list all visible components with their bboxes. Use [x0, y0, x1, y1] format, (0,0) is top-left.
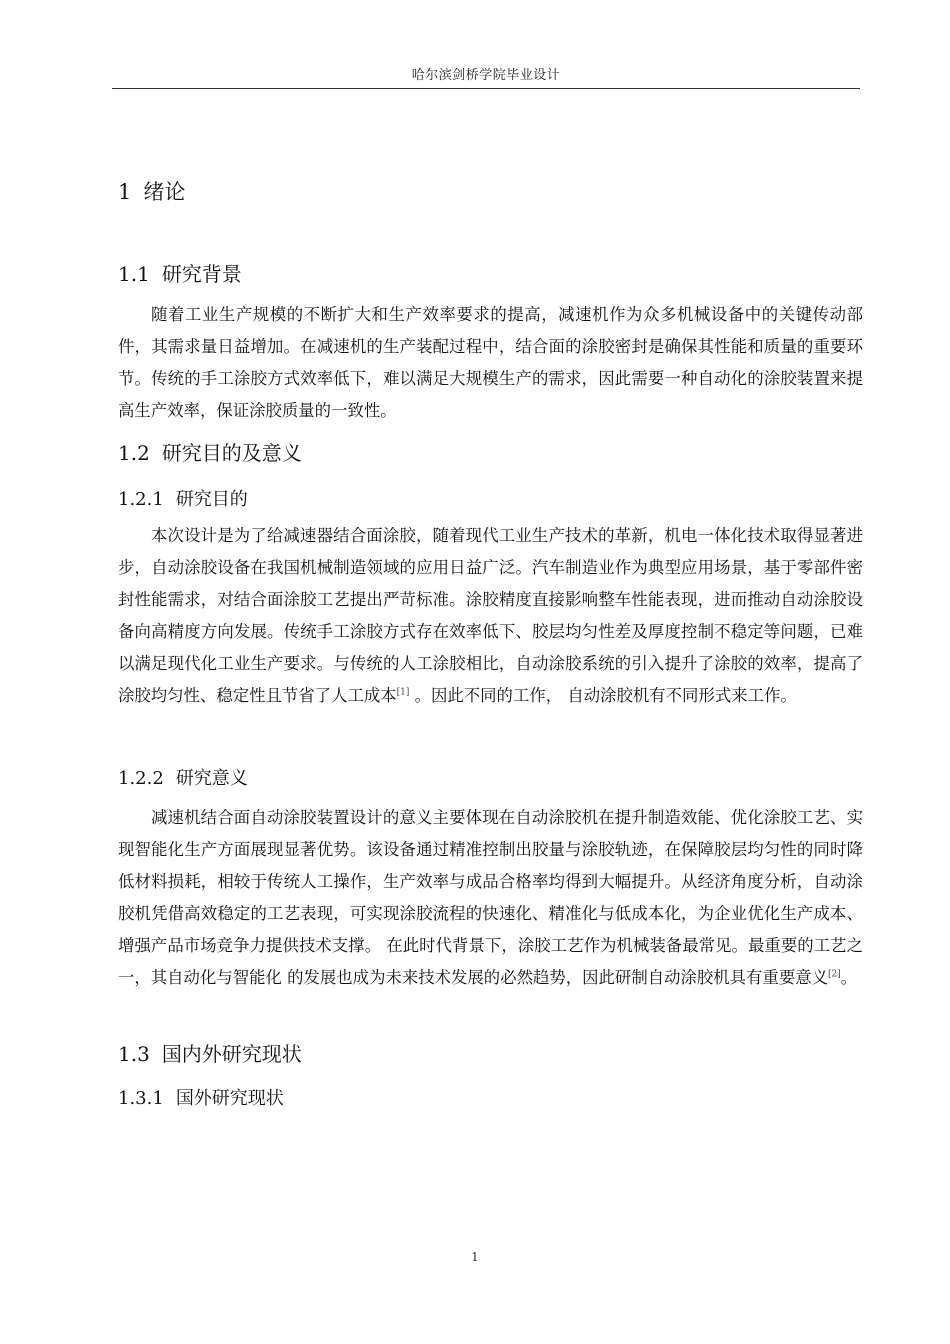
- header-divider: [112, 88, 860, 89]
- section-number: 1.2: [118, 441, 150, 465]
- subsection-heading-1-3-1: [118, 1084, 284, 1110]
- section-title: 国内外研究现状: [161, 1042, 302, 1066]
- subsection-number: 1.2.2: [118, 768, 164, 789]
- section-number: 1.3: [118, 1042, 150, 1066]
- citation-marker: [1]: [396, 687, 410, 698]
- page-number: 1: [471, 1250, 479, 1264]
- chapter-title: 绪论: [143, 180, 186, 204]
- paragraph-research-background: [118, 299, 863, 427]
- subsection-title: 研究意义: [175, 768, 248, 789]
- chapter-heading: [118, 176, 185, 206]
- subsection-heading-1-2-2: [118, 764, 248, 790]
- paragraph-tail: 。因此不同的工作， 自动涂胶机有不同形式来工作。: [409, 686, 797, 705]
- section-heading-1-3: [118, 1038, 302, 1067]
- section-number: 1.1: [118, 262, 150, 286]
- paragraph-tail: 。: [840, 968, 858, 987]
- paragraph-research-purpose: [118, 520, 863, 712]
- section-heading-1-1: [118, 258, 242, 287]
- subsection-title: 研究目的: [175, 489, 248, 510]
- section-title: 研究目的及意义: [161, 441, 302, 465]
- subsection-number: 1.3.1: [118, 1088, 164, 1109]
- paragraph-research-significance: [118, 802, 863, 994]
- subsection-heading-1-2-1: [118, 485, 248, 511]
- citation-marker: [2]: [828, 969, 841, 980]
- running-header: 哈尔滨剑桥学院毕业设计: [411, 68, 561, 83]
- subsection-title: 国外研究现状: [175, 1088, 284, 1109]
- paragraph-text: 本次设计是为了给减速器结合面涂胶，随着现代工业生产技术的革新，机电一体化技术取得显著进步，自动涂胶设备在我国机械制造领域的应用日益广泛。汽车制造业作为典型应用场景，基于零部件密封性能需求，对结合面涂胶工艺提出严苛标准。涂胶精度直接影响整车性能表现，进而推动自动涂胶设备向高精度方向发展。传统手工涂胶方式存在效率低下、胶层均匀性差及厚度控制不稳定等问题，已难以满足现代化工业生产要求。与传统的人工涂胶相比，自动涂胶系统的引入提升了涂胶的效率，提高了涂胶均匀性、稳定性且节省了人工成本: [118, 526, 863, 705]
- paragraph-text: 随着工业生产规模的不断扩大和生产效率要求的提高，减速机作为众多机械设备中的关键传动部件，其需求量日益增加。在减速机的生产装配过程中，结合面的涂胶密封是确保其性能和质量的重要环节。传统的手工涂胶方式效率低下，难以满足大规模生产的需求，因此需要一种自动化的涂胶装置来提高生产效率，保证涂胶质量的一致性。: [118, 305, 863, 420]
- paragraph-text: 减速机结合面自动涂胶装置设计的意义主要体现在自动涂胶机在提升制造效能、优化涂胶工艺、实现智能化生产方面展现显著优势。该设备通过精准控制出胶量与涂胶轨迹，在保障胶层均匀性的同时降低材料损耗，相较于传统人工操作，生产效率与成品合格率均得到大幅提升。从经济角度分析，自动涂胶机凭借高效稳定的工艺表现，可实现涂胶流程的快速化、精准化与低成本化，为企业优化生产成本、增强产品市场竞争力提供技术支撑。 在此时代背景下，涂胶工艺作为机械装备最常见。最重要的工艺之一，其自动化与智能化 的发展也成为未来技术发展的必然趋势，因此研制自动涂胶机具有重要意义: [118, 808, 863, 987]
- chapter-number: 1: [118, 180, 132, 204]
- subsection-number: 1.2.1: [118, 489, 164, 510]
- section-heading-1-2: [118, 437, 302, 466]
- section-title: 研究背景: [161, 262, 242, 286]
